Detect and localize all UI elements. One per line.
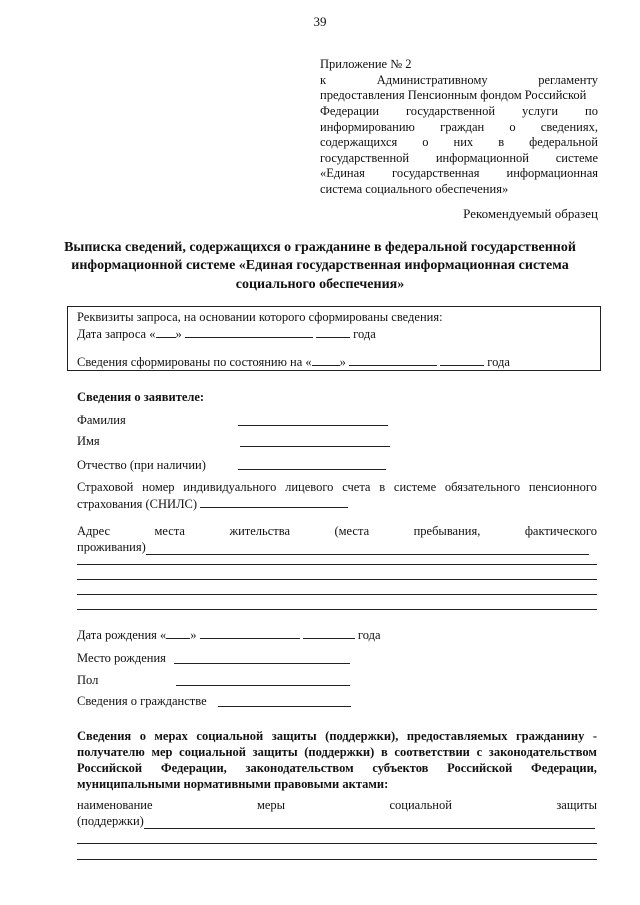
measures-heading-word: Российской [447,760,513,775]
measures-heading-word: защиты [252,744,298,759]
address-line-3[interactable] [77,579,597,580]
measure-name-label-line1 [77,798,597,814]
measures-heading-word: Сведения [77,729,132,743]
birth-date-row [77,627,381,644]
annex-line [320,104,598,120]
measures-heading-word: социальной [179,744,246,759]
measures-heading-line [77,729,597,745]
document-title: Выписка сведений, содержащихся о гражданине в федеральной государственной информационной системе «Единая государственная информационная система социального обеспечения» [64,240,576,292]
measures-heading-word: - [592,729,597,743]
applicant-heading: Сведения о заявителе: [77,390,205,404]
formed-date-mid: » [339,355,346,370]
birth-day-field[interactable] [166,627,190,639]
annex-lines [320,73,598,198]
measure-name-block [77,798,597,829]
birth-date-suffix: года [357,628,381,642]
request-date-mid: » [175,326,182,341]
annex-word: них [453,135,474,150]
surname-label: Фамилия [77,413,126,427]
request-details-box [67,306,601,371]
measures-heading [77,729,597,793]
annex-word: в [498,135,505,150]
birthplace-field[interactable] [174,663,350,664]
patronymic-label: Отчество (при наличии) [77,458,206,472]
formed-year-field[interactable] [440,354,484,366]
measures-heading-word: о [139,729,146,743]
annex-word: системе [555,150,598,165]
annex-line [320,73,598,89]
annex-word: содержащихся [320,135,398,150]
measures-heading-word: в [380,744,388,759]
snils-field[interactable] [200,496,348,508]
annex-word: услуги [521,103,559,118]
annex-word: к [320,72,327,87]
measures-heading-word: социальной [196,729,264,743]
annex-word: государственной [320,150,410,165]
address-word: Адрес [77,524,111,538]
sample-label: Рекомендуемый образец [463,206,598,221]
snils-label-line2 [77,496,597,513]
birth-date-mid: » [190,628,197,642]
address-label-text: проживания) [77,539,146,554]
address-line-5[interactable] [77,609,597,610]
address-field[interactable] [146,543,589,555]
measure-word: социальной [389,798,452,812]
snils-word: индивидуального [183,480,277,494]
citizenship-field[interactable] [218,706,351,707]
birth-year-field[interactable] [303,627,355,639]
measures-heading-word: предоставляемых [406,729,508,743]
formed-date-prefix: Сведения сформированы по состоянию на « [77,355,312,370]
annex-word: «Единая [320,166,365,181]
measures-heading-line [77,761,597,777]
request-date-prefix: Дата запроса « [77,326,156,341]
formed-month-field[interactable] [349,354,437,366]
sex-label: Пол [77,673,99,687]
annex-word: федеральной [529,135,598,150]
address-block [77,524,597,555]
measure-word: меры [256,798,286,812]
measures-heading-word: Федерации, [160,760,227,775]
measures-heading-word: защиты [271,729,317,743]
measures-heading-word: Федерации, [531,760,597,775]
annex-word: информированию [320,119,415,134]
address-word: (места [334,524,370,538]
surname-field[interactable] [238,425,388,426]
request-day-field[interactable] [156,326,176,338]
address-word: пребывания, [413,524,481,538]
annex-block [320,57,598,198]
annex-word: граждан [440,119,485,134]
annex-line [320,182,598,198]
formed-date-row [77,354,591,371]
address-line-4[interactable] [77,594,597,595]
snils-word: Страховой [77,480,134,494]
address-word: места [154,524,185,538]
measures-heading-word: субъектов [372,760,429,775]
measure-line-2[interactable] [77,843,597,844]
measure-name-label-text: (поддержки) [77,813,144,828]
annex-word: Федерации [320,103,380,118]
name-field[interactable] [240,446,390,447]
snils-block [77,480,597,512]
address-word: жительства [229,524,291,538]
annex-line [320,120,598,136]
sex-field[interactable] [176,685,350,686]
snils-word: номер [142,480,175,494]
annex-word: регламенту [538,72,598,87]
address-label-line1 [77,524,597,540]
address-word: фактического [524,524,597,538]
snils-word: системе [393,480,437,494]
measure-name-label-line2 [77,814,597,830]
annex-word: предоставления Пенсионным фондом Российской [320,88,587,103]
patronymic-field[interactable] [238,469,386,470]
annex-word: информационной [435,150,529,165]
citizenship-label: Сведения о гражданстве [77,694,207,708]
snils-word: счета [342,480,371,494]
request-date-row [77,326,591,343]
birth-month-field[interactable] [200,627,300,639]
birth-date-prefix: Дата рождения « [77,628,167,642]
request-month-field[interactable] [185,326,313,338]
snils-word: обязательного [444,480,521,494]
measures-heading-word: законодательством [245,760,354,775]
snils-word: лицевого [285,480,334,494]
request-details-label: Реквизиты запроса, на основании которого сформированы сведения: [77,310,443,324]
annex-word: Административному [376,72,488,87]
request-year-field[interactable] [316,326,350,338]
annex-word: сведениях, [540,119,598,134]
annex-word: система социального обеспечения» [320,182,509,196]
snils-word: пенсионного [528,480,597,494]
measure-word: наименование [77,798,153,812]
annex-word: о [422,135,429,150]
measures-heading-word: мерах [154,729,188,743]
annex-word: государственной [405,103,496,118]
measures-heading-word: Российской [77,760,143,775]
measures-heading-word: муниципальными нормативными правовыми актами: [77,776,389,791]
page-number: 39 [313,14,327,29]
annex-line [320,151,598,167]
measures-heading-word: гражданину [515,729,585,743]
formed-date-suffix: года [487,355,510,370]
request-date-suffix: года [353,326,376,341]
annex-line [320,166,598,182]
measures-heading-word: мер [151,744,173,759]
snils-label-line1 [77,480,597,496]
annex-word: о [509,119,516,134]
snils-word: в [379,480,386,494]
measures-heading-word: (поддержки), [325,729,399,743]
annex-title: Приложение № 2 [320,57,412,71]
measure-name-field[interactable] [144,817,595,829]
address-label-line2 [77,540,597,556]
formed-day-field[interactable] [312,354,340,366]
annex-line [320,135,598,151]
birthplace-label: Место рождения [77,651,166,665]
measure-line-3[interactable] [77,859,597,860]
measures-heading-line [77,777,597,793]
measure-word: защиты [556,798,597,812]
measures-heading-word: получателю [77,744,145,759]
annex-line [320,88,598,104]
measures-heading-word: с [476,744,483,759]
address-line-2[interactable] [77,564,597,565]
name-label: Имя [77,434,100,448]
measures-heading-word: (поддержки) [304,744,375,759]
annex-word: по [585,103,598,118]
annex-word: государственная [392,166,480,181]
measures-heading-line [77,745,597,761]
snils-label-text: страхования (СНИЛС) [77,496,198,511]
measures-heading-word: законодательством [488,744,597,759]
measures-heading-word: соответствии [394,744,470,759]
annex-word: информационная [506,166,598,181]
